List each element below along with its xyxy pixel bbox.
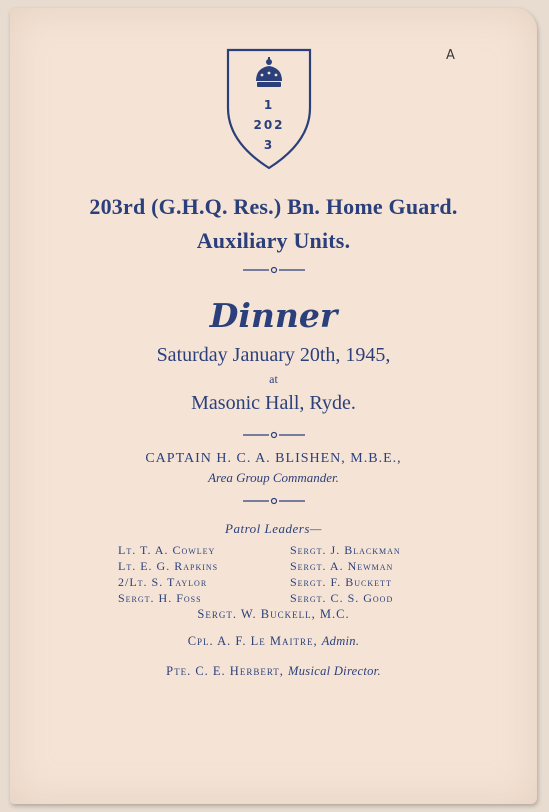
patrol-leader-left-3: 2/Lt. S. Taylor [118, 575, 208, 589]
commander-name: CAPTAIN H. C. A. BLISHEN, M.B.E., [145, 451, 402, 466]
pencil-mark: A [446, 48, 455, 63]
patrol-heading: Patrol Leaders— [225, 521, 322, 536]
crest-number-middle: 202 [253, 118, 285, 132]
admin-role: Admin. [321, 634, 360, 648]
patrol-leader-left-4: Sergt. H. Foss [118, 591, 202, 605]
divider-2 [243, 431, 305, 439]
commander-role: Area Group Commander. [208, 470, 339, 485]
patrol-leader-right-3: Sergt. F. Buckett [290, 575, 392, 589]
admin-line [10, 634, 537, 649]
crest-shield [224, 46, 314, 172]
unit-title-line2: Auxiliary Units. [196, 228, 351, 253]
event-title: Dinner [209, 296, 338, 335]
admin-name: Cpl. A. F. Le Maitre, [187, 634, 318, 648]
patrol-leader-left-2: Lt. E. G. Rapkins [118, 559, 219, 573]
crest-number-top: 1 [263, 98, 275, 112]
event-venue: Masonic Hall, Ryde. [191, 392, 356, 414]
unit-title-line1: 203rd (G.H.Q. Res.) Bn. Home Guard. [89, 194, 458, 219]
patrol-leader-final: Sergt. W. Buckell, M.C. [197, 607, 350, 621]
menu-card [10, 8, 537, 804]
event-at: at [269, 372, 278, 386]
unit-title [10, 190, 537, 258]
crest-number-bottom: 3 [263, 138, 275, 152]
patrol-leader-left-1: Lt. T. A. Cowley [118, 543, 216, 557]
event-date: Saturday January 20th, 1945, [156, 344, 391, 366]
patrol-leader-right-4: Sergt. C. S. Good [290, 591, 394, 605]
divider-1 [243, 266, 305, 274]
music-role: Musical Director. [288, 664, 381, 678]
music-line [10, 664, 537, 679]
music-name: Pte. C. E. Herbert, [166, 664, 284, 678]
divider-3 [243, 497, 305, 505]
patrol-leader-right-2: Sergt. A. Newman [290, 559, 394, 573]
patrol-leader-right-1: Sergt. J. Blackman [290, 543, 401, 557]
